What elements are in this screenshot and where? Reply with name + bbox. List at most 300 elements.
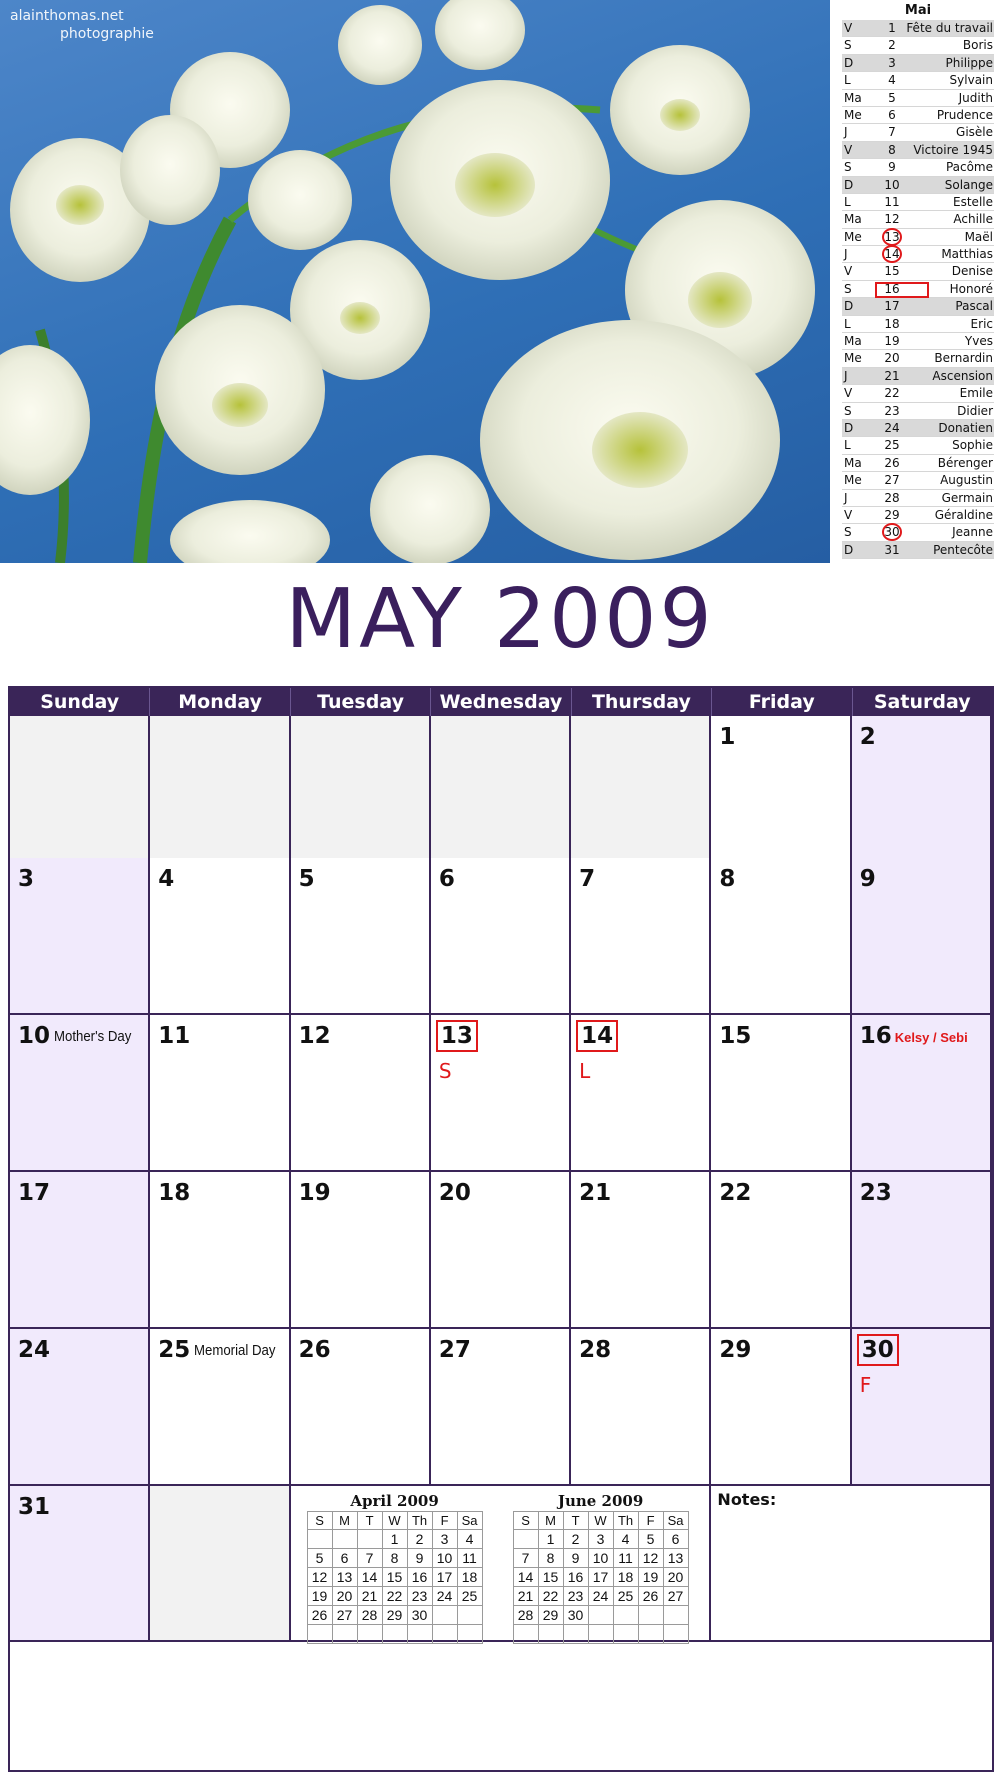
day-cell[interactable] [711, 1015, 851, 1172]
day-cell[interactable] [10, 1329, 150, 1486]
saint-name: Honoré [949, 281, 993, 296]
name-day-row [842, 316, 994, 333]
day-number: 31 [18, 1494, 51, 1520]
saint-name: Solange [944, 177, 993, 192]
day-cell[interactable] [431, 858, 571, 1015]
saint-name: Fête du travail [906, 21, 993, 35]
day-number: 9 [888, 160, 896, 175]
day-number: 1 [719, 724, 736, 750]
day-number: 27 [884, 473, 900, 488]
mini-calendar-week [513, 1568, 688, 1587]
day-cell[interactable] [711, 716, 851, 860]
mini-calendar-week [307, 1530, 482, 1549]
day-cell[interactable] [10, 1172, 150, 1329]
mini-day: 14 [513, 1568, 538, 1587]
weekday-header-tuesday: Tuesday [291, 688, 431, 716]
day-number: 3 [18, 866, 35, 892]
weekday-abbr: D [844, 542, 854, 557]
weekday-abbr: Ma [844, 212, 862, 227]
weekday-abbr: Me [844, 351, 862, 366]
day-cell[interactable] [150, 1329, 290, 1486]
day-number: 9 [859, 866, 876, 892]
day-cell[interactable] [431, 1172, 571, 1329]
weekday-abbr: V [844, 142, 853, 157]
mini-day: 7 [357, 1549, 382, 1568]
day-cell[interactable] [291, 1172, 431, 1329]
name-day-row [842, 281, 994, 298]
name-day-row [842, 542, 994, 559]
day-number: 25 [158, 1337, 191, 1363]
mini-calendar-week [307, 1606, 482, 1625]
name-day-row [842, 159, 994, 176]
mini-day: 16 [407, 1568, 432, 1587]
day-number: 26 [884, 455, 900, 470]
saint-name: Achille [953, 212, 993, 227]
day-cell[interactable] [571, 1329, 711, 1486]
mini-calendar-week [513, 1587, 688, 1606]
name-day-row [842, 55, 994, 72]
event-label: Memorial Day [194, 1342, 276, 1359]
name-day-row [842, 490, 994, 507]
day-number: 2 [859, 724, 876, 750]
saint-name: Judith [958, 90, 993, 105]
saint-name: Emile [959, 386, 993, 401]
mini-day [663, 1606, 688, 1625]
mini-calendar-week [513, 1530, 688, 1549]
mini-calendar-week [307, 1587, 482, 1606]
day-number: 4 [158, 866, 175, 892]
mini-calendar-week [307, 1625, 482, 1644]
mini-day: 1 [382, 1530, 407, 1549]
mini-calendar-week [513, 1606, 688, 1625]
name-day-row [842, 350, 994, 367]
saint-name: Bérenger [937, 455, 993, 470]
mini-day [332, 1625, 357, 1644]
empty-day-cell [571, 716, 711, 860]
weekday-abbr: Ma [844, 455, 862, 470]
event-label: Mother's Day [54, 1028, 132, 1045]
day-cell[interactable] [291, 1015, 431, 1172]
mini-day: 18 [613, 1568, 638, 1587]
mini-weekday: Sa [457, 1512, 482, 1530]
red-letter-mark: S [438, 1059, 452, 1083]
mini-day: 23 [407, 1587, 432, 1606]
day-number: 14 [576, 1020, 618, 1052]
mini-weekday: W [382, 1512, 407, 1530]
mini-calendars-area [291, 1486, 712, 1642]
mini-day [432, 1625, 457, 1644]
mini-day: 9 [407, 1549, 432, 1568]
name-day-row [842, 420, 994, 437]
weekday-abbr: Me [844, 229, 862, 244]
day-number: 13 [884, 229, 900, 244]
name-day-row [842, 455, 994, 472]
mini-day: 28 [513, 1606, 538, 1625]
mini-day [638, 1606, 663, 1625]
day-cell[interactable] [852, 716, 992, 860]
mini-day [382, 1625, 407, 1644]
mini-day: 6 [663, 1530, 688, 1549]
saint-name: Philippe [945, 55, 993, 70]
name-day-row [842, 177, 994, 194]
mini-day [357, 1530, 382, 1549]
day-cell[interactable] [711, 858, 851, 1015]
day-cell[interactable] [571, 858, 711, 1015]
name-day-row [842, 333, 994, 350]
day-cell[interactable] [150, 858, 290, 1015]
day-number: 11 [884, 194, 900, 209]
day-cell[interactable] [711, 1172, 851, 1329]
saint-name: Germain [941, 490, 993, 505]
weekday-abbr: L [844, 316, 851, 331]
day-cell[interactable] [571, 1172, 711, 1329]
day-number: 4 [888, 73, 896, 88]
mini-day: 8 [382, 1549, 407, 1568]
month-title: MAY 2009 [285, 572, 715, 667]
red-letter-mark: L [579, 1059, 591, 1083]
saint-name: Estelle [953, 194, 993, 209]
mini-day: 21 [357, 1587, 382, 1606]
mini-day [457, 1625, 482, 1644]
weekday-header-friday: Friday [712, 688, 852, 716]
saint-name: Ascension [932, 368, 993, 383]
flower-illustration [0, 0, 830, 563]
mini-day: 4 [613, 1530, 638, 1549]
mini-weekday: S [307, 1512, 332, 1530]
day-number: 25 [884, 438, 900, 453]
saint-name: Matthias [941, 247, 993, 262]
mini-day: 21 [513, 1587, 538, 1606]
mini-day: 10 [432, 1549, 457, 1568]
name-day-row [842, 20, 994, 37]
mini-day: 29 [382, 1606, 407, 1625]
name-day-row [842, 90, 994, 107]
mini-day: 7 [513, 1549, 538, 1568]
day-number: 5 [298, 866, 315, 892]
mini-day: 28 [357, 1606, 382, 1625]
mini-day [663, 1625, 688, 1644]
day-cell[interactable] [711, 1329, 851, 1486]
saint-name: Sylvain [949, 73, 993, 88]
name-day-row [842, 107, 994, 124]
day-cell[interactable] [852, 858, 992, 1015]
day-number: 12 [884, 212, 900, 227]
day-number: 31 [884, 542, 900, 557]
red-circle-mark [882, 228, 902, 246]
day-number: 24 [18, 1337, 51, 1363]
day-number: 21 [884, 368, 900, 383]
mini-day [588, 1606, 613, 1625]
mini-calendar-table [513, 1511, 689, 1644]
month-calendar-grid [8, 686, 994, 1772]
day-number: 21 [579, 1180, 612, 1206]
mini-day: 14 [357, 1568, 382, 1587]
mini-day: 24 [432, 1587, 457, 1606]
mini-day: 29 [538, 1606, 563, 1625]
day-cell[interactable] [150, 1172, 290, 1329]
day-number: 8 [888, 142, 896, 157]
watermark-line2: photographie [60, 26, 154, 42]
day-cell[interactable] [852, 1172, 992, 1329]
mini-calendar-week [513, 1549, 688, 1568]
weekday-abbr: D [844, 299, 854, 314]
name-day-row [842, 437, 994, 454]
day-number: 12 [298, 1023, 331, 1049]
mini-calendar-header-row [513, 1512, 688, 1530]
mini-day: 17 [432, 1568, 457, 1587]
weekday-abbr: Ma [844, 90, 862, 105]
weekday-abbr: Me [844, 107, 862, 122]
mini-weekday: T [357, 1512, 382, 1530]
red-box-mark [875, 282, 929, 298]
mini-day [638, 1625, 663, 1644]
mini-day: 24 [588, 1587, 613, 1606]
mini-day: 26 [638, 1587, 663, 1606]
mini-day [407, 1625, 432, 1644]
mini-weekday: Th [613, 1512, 638, 1530]
empty-day-cell [150, 1486, 290, 1642]
mini-day: 10 [588, 1549, 613, 1568]
name-day-row [842, 368, 994, 385]
mini-calendar-title: April 2009 [350, 1492, 439, 1510]
mini-calendar-week [513, 1625, 688, 1644]
mini-day: 17 [588, 1568, 613, 1587]
saint-name: Eric [970, 316, 993, 331]
day-cell[interactable] [291, 1329, 431, 1486]
red-circle-mark [882, 245, 902, 263]
mini-day: 26 [307, 1606, 332, 1625]
name-day-rows [842, 20, 994, 559]
mini-day: 16 [563, 1568, 588, 1587]
notes-area[interactable] [711, 1486, 992, 1642]
day-number: 29 [884, 507, 900, 522]
name-day-row [842, 246, 994, 263]
mini-weekday: M [538, 1512, 563, 1530]
mini-day [513, 1625, 538, 1644]
saint-name: Pentecôte [933, 542, 993, 557]
weekday-abbr: V [844, 507, 853, 522]
day-number: 26 [298, 1337, 331, 1363]
mini-day: 12 [638, 1549, 663, 1568]
mini-day: 2 [407, 1530, 432, 1549]
mini-calendar-week [307, 1568, 482, 1587]
mini-day: 4 [457, 1530, 482, 1549]
day-number: 18 [884, 316, 900, 331]
day-number: 19 [298, 1180, 331, 1206]
mini-day: 20 [332, 1587, 357, 1606]
weekday-abbr: S [844, 525, 852, 540]
mini-day: 20 [663, 1568, 688, 1587]
saint-name: Pascal [955, 299, 993, 314]
saint-name: Yves [964, 334, 993, 349]
mini-day [307, 1530, 332, 1549]
weekday-abbr: V [844, 386, 853, 401]
mini-calendar-table [307, 1511, 483, 1644]
weekday-header-sunday: Sunday [10, 688, 150, 716]
notes-label: Notes: [717, 1490, 777, 1509]
saint-name: Donatien [938, 420, 993, 435]
name-day-row [842, 263, 994, 280]
mini-weekday: Sa [663, 1512, 688, 1530]
weekday-abbr: L [844, 73, 851, 88]
day-number: 15 [719, 1023, 752, 1049]
weekday-abbr: D [844, 420, 854, 435]
mini-day [588, 1625, 613, 1644]
day-number: 23 [859, 1180, 892, 1206]
mini-day: 8 [538, 1549, 563, 1568]
empty-day-cell [431, 716, 571, 860]
mini-day: 2 [563, 1530, 588, 1549]
mini-day: 22 [382, 1587, 407, 1606]
weekday-abbr: S [844, 160, 852, 175]
day-number: 17 [884, 299, 900, 314]
day-number: 5 [888, 90, 896, 105]
day-number: 22 [884, 386, 900, 401]
day-number: 10 [884, 177, 900, 192]
mini-day: 27 [332, 1606, 357, 1625]
name-day-row [842, 385, 994, 402]
day-number: 28 [579, 1337, 612, 1363]
saint-name: Augustin [940, 473, 993, 488]
mini-day: 22 [538, 1587, 563, 1606]
mini-weekday: F [638, 1512, 663, 1530]
name-day-table [842, 2, 994, 559]
name-day-row [842, 403, 994, 420]
day-cell[interactable] [431, 1015, 571, 1172]
day-number: 6 [438, 866, 455, 892]
day-cell[interactable] [10, 858, 150, 1015]
mini-weekday: T [563, 1512, 588, 1530]
day-cell[interactable] [10, 1486, 150, 1642]
weekday-abbr: D [844, 177, 854, 192]
weekday-abbr: J [844, 490, 848, 505]
calendar-days [10, 716, 992, 1770]
weekday-header-row [10, 688, 992, 716]
day-number: 14 [884, 247, 900, 262]
mini-day [613, 1625, 638, 1644]
day-number: 13 [436, 1020, 478, 1052]
weekday-header-saturday: Saturday [873, 691, 971, 713]
weekday-abbr: L [844, 438, 851, 453]
name-day-row [842, 194, 994, 211]
mini-day: 25 [457, 1587, 482, 1606]
mini-day: 11 [457, 1549, 482, 1568]
day-number: 17 [18, 1180, 51, 1206]
mini-day: 1 [538, 1530, 563, 1549]
weekday-abbr: J [844, 368, 848, 383]
name-day-row [842, 298, 994, 315]
day-number: 29 [719, 1337, 752, 1363]
day-cell[interactable] [431, 1329, 571, 1486]
mini-day: 13 [663, 1549, 688, 1568]
mini-day [613, 1606, 638, 1625]
mini-calendar-week [307, 1549, 482, 1568]
saint-name: Sophie [952, 438, 993, 453]
saint-name: Didier [957, 403, 993, 418]
day-cell[interactable] [852, 1015, 992, 1172]
day-number: 27 [438, 1337, 471, 1363]
weekday-header-monday: Monday [150, 688, 290, 716]
day-cell[interactable] [10, 1015, 150, 1172]
weekday-abbr: Ma [844, 334, 862, 349]
weekday-header-wednesday: Wednesday [431, 688, 571, 716]
weekday-header-thursday: Thursday [572, 688, 712, 716]
day-cell[interactable] [852, 1329, 992, 1486]
empty-day-cell [10, 716, 150, 860]
mini-day: 30 [407, 1606, 432, 1625]
mini-calendar-title: June 2009 [557, 1492, 644, 1510]
day-cell[interactable] [150, 1015, 290, 1172]
day-number: 19 [884, 334, 900, 349]
saint-name: Maël [964, 229, 993, 244]
mini-day [307, 1625, 332, 1644]
mini-day: 9 [563, 1549, 588, 1568]
event-label-red: Kelsy / Sebi [894, 1030, 968, 1045]
weekday-abbr: S [844, 281, 852, 296]
weekday-abbr: S [844, 38, 852, 53]
day-number: 10 [18, 1023, 51, 1049]
saint-name: Jeanne [952, 525, 993, 540]
name-day-row [842, 124, 994, 141]
saint-name: Denise [951, 264, 993, 279]
mini-day: 12 [307, 1568, 332, 1587]
name-day-row [842, 507, 994, 524]
mini-day [357, 1625, 382, 1644]
mini-weekday: S [513, 1512, 538, 1530]
mini-weekday: F [432, 1512, 457, 1530]
mini-day [332, 1530, 357, 1549]
mini-day [432, 1606, 457, 1625]
day-number: 30 [857, 1334, 899, 1366]
day-number: 20 [438, 1180, 471, 1206]
empty-day-cell [291, 716, 431, 860]
mini-day: 13 [332, 1568, 357, 1587]
mini-calendar-header-row [307, 1512, 482, 1530]
name-day-row [842, 472, 994, 489]
day-number: 22 [719, 1180, 752, 1206]
name-day-row [842, 142, 994, 159]
weekday-abbr: D [844, 55, 854, 70]
saint-name: Bernardin [934, 351, 993, 366]
day-number: 6 [888, 107, 896, 122]
mini-day: 15 [382, 1568, 407, 1587]
mini-day: 25 [613, 1587, 638, 1606]
weekday-abbr: V [844, 21, 853, 35]
mini-day: 5 [307, 1549, 332, 1568]
day-number: 18 [158, 1180, 191, 1206]
saint-name: Victoire 1945 [913, 142, 993, 157]
mini-day: 23 [563, 1587, 588, 1606]
day-number: 7 [579, 866, 596, 892]
mini-day: 3 [588, 1530, 613, 1549]
day-number: 30 [884, 525, 900, 540]
day-number: 11 [158, 1023, 191, 1049]
weekday-abbr: J [844, 247, 848, 262]
day-number: 15 [884, 264, 900, 279]
mini-day: 27 [663, 1587, 688, 1606]
day-number: 23 [884, 403, 900, 418]
day-cell[interactable] [571, 1015, 711, 1172]
mini-calendar-april [307, 1492, 483, 1644]
mini-day [513, 1530, 538, 1549]
weekday-abbr: V [844, 264, 853, 279]
mini-day: 5 [638, 1530, 663, 1549]
name-day-row [842, 211, 994, 228]
mini-calendar-june [513, 1492, 689, 1644]
name-day-row [842, 72, 994, 89]
day-cell[interactable] [291, 858, 431, 1015]
mini-day [563, 1625, 588, 1644]
